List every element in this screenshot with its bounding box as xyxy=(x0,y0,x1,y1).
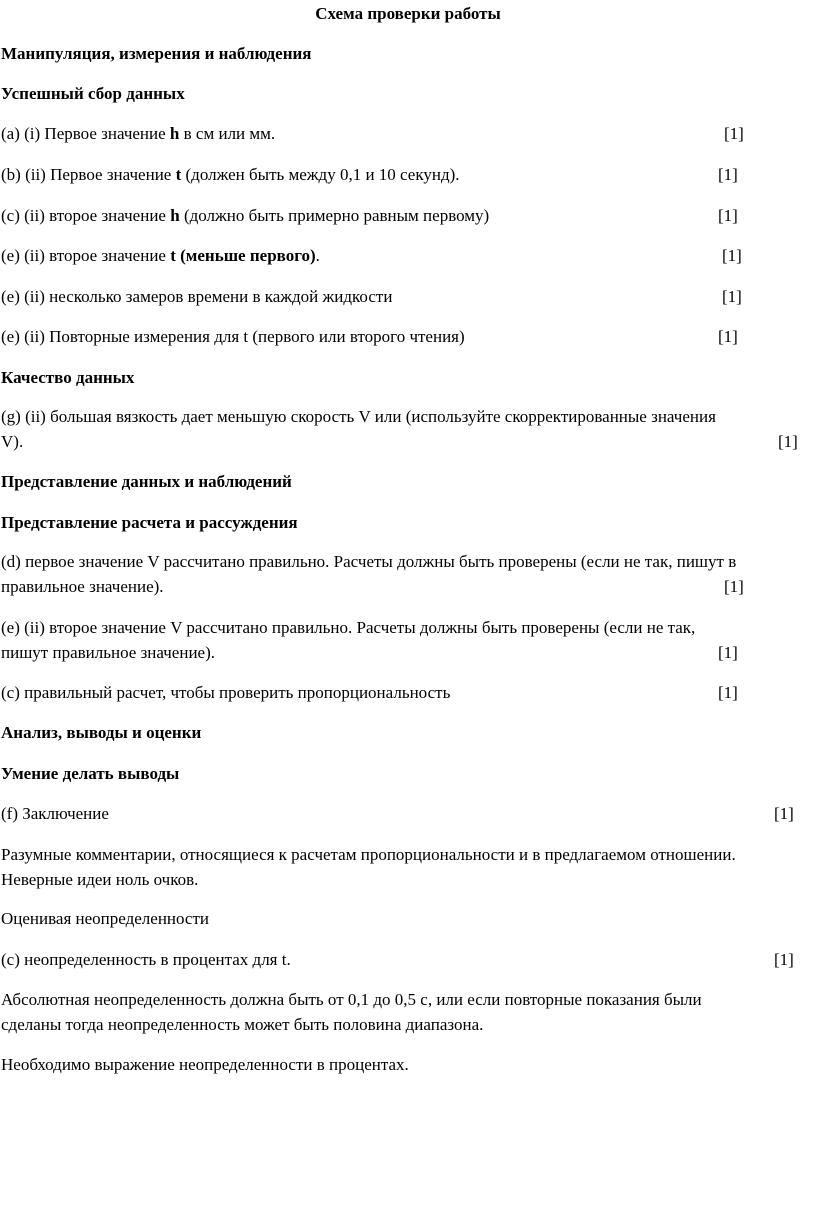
criterion-line: (f) Заключение xyxy=(1,804,109,823)
subsection-heading: Успешный сбор данных xyxy=(1,84,185,103)
subsection-heading: Качество данных xyxy=(1,368,135,387)
criterion-line-cont: V). xyxy=(1,432,24,451)
criterion-line-cont: пишут правильное значение). xyxy=(1,643,215,662)
criterion-line: (e) (ii) второе значение t (меньше первого). xyxy=(1,246,320,265)
subsection-heading: Умение делать выводы xyxy=(1,764,180,783)
criterion-line: (a) (i) Первое значение h в см или мм. xyxy=(1,124,276,143)
section-heading: Анализ, выводы и оценки xyxy=(1,723,202,742)
criterion-line: (e) (ii) несколько замеров времени в каждой жидкости xyxy=(1,287,393,306)
paragraph-cont: Неверные идеи ноль очков. xyxy=(1,870,199,889)
mark-value: [1] xyxy=(718,165,738,184)
mark-value: [1] xyxy=(718,683,738,702)
paragraph: Оценивая неопределенности xyxy=(1,909,210,928)
mark-value: [1] xyxy=(724,577,744,596)
criterion-line: (c) неопределенность в процентах для t. xyxy=(1,950,291,969)
subsection-heading: Представление расчета и рассуждения xyxy=(1,513,298,532)
mark-value: [1] xyxy=(718,643,738,662)
mark-value: [1] xyxy=(722,287,742,306)
criterion-line: (e) (ii) Повторные измерения для t (первого или второго чтения) xyxy=(1,327,465,346)
criterion-line: (e) (ii) второе значение V рассчитано правильно. Расчеты должны быть проверены (если не так, xyxy=(1,618,696,637)
mark-value: [1] xyxy=(778,432,798,451)
section-heading: Манипуляция, измерения и наблюдения xyxy=(1,44,312,63)
mark-value: [1] xyxy=(724,124,744,143)
paragraph: Необходимо выражение неопределенности в процентах. xyxy=(1,1055,409,1074)
page-title: Схема проверки работы xyxy=(315,4,501,23)
criterion-line: (d) первое значение V рассчитано правильно. Расчеты должны быть проверены (если не так, пишут в xyxy=(1,552,737,571)
criterion-line: (c) (ii) второе значение h (должно быть примерно равным первому) xyxy=(1,206,490,225)
mark-value: [1] xyxy=(718,206,738,225)
paragraph: Разумные комментарии, относящиеся к расчетам пропорциональности и в предлагаемом отношении. xyxy=(1,845,736,864)
criterion-line: (c) правильный расчет, чтобы проверить пропорциональность xyxy=(1,683,451,702)
paragraph-cont: сделаны тогда неопределенность может быть половина диапазона. xyxy=(1,1015,484,1034)
mark-value: [1] xyxy=(774,950,794,969)
paragraph: Абсолютная неопределенность должна быть от 0,1 до 0,5 с, или если повторные показания были xyxy=(1,990,702,1009)
mark-value: [1] xyxy=(722,246,742,265)
section-heading: Представление данных и наблюдений xyxy=(1,472,292,491)
criterion-line-cont: правильное значение). xyxy=(1,577,164,596)
criterion-line: (g) (ii) большая вязкость дает меньшую скорость V или (используйте скорректированные значения xyxy=(1,407,716,426)
mark-value: [1] xyxy=(774,804,794,823)
criterion-line: (b) (ii) Первое значение t (должен быть между 0,1 и 10 секунд). xyxy=(1,165,460,184)
mark-value: [1] xyxy=(718,327,738,346)
